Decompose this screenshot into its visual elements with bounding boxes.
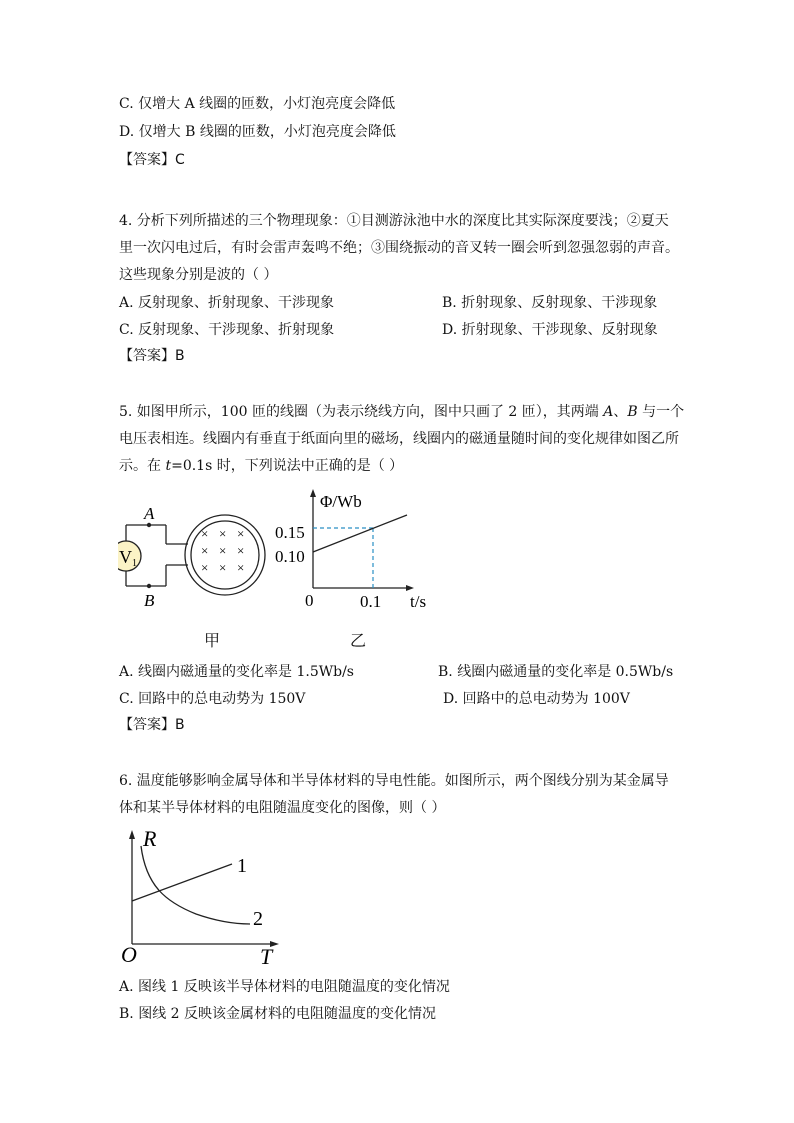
y-axis-label: Φ/Wb bbox=[320, 492, 362, 511]
curve-2-label: 2 bbox=[253, 908, 263, 930]
y-axis-label: R bbox=[143, 826, 157, 851]
q5-option-a: A. 线圈内磁通量的变化率是 1.5Wb/s bbox=[119, 664, 354, 680]
q4-option-c: C. 反射现象、干涉现象、折射现象 bbox=[119, 322, 335, 338]
q3-answer: 【答案】C bbox=[119, 152, 185, 168]
q5-time-symbol: t bbox=[165, 458, 172, 474]
q4-option-d: D. 折射现象、干涉现象、反射现象 bbox=[442, 322, 658, 338]
q6-option-a: A. 图线 1 反映该半导体材料的电阻随温度的变化情况 bbox=[119, 979, 450, 995]
q5-terminal-a-ref: A bbox=[603, 404, 614, 420]
flux-line bbox=[313, 515, 407, 552]
y-tick-010: 0.10 bbox=[275, 547, 305, 566]
q5-stem-line-1-pre: 5. 如图甲所示，100 匝的线圈（为表示绕线方向，图中只画了 2 匝），其两端 bbox=[119, 404, 604, 420]
q5-terminal-b-ref: B bbox=[627, 404, 638, 420]
field-cross: × bbox=[237, 543, 245, 558]
y-tick-015: 0.15 bbox=[275, 523, 305, 542]
q4-stem-line-1: 4. 分析下列所描述的三个物理现象：①目测游泳池中水的深度比其实际深度要浅；②夏天 bbox=[119, 213, 669, 229]
q5-stem-line-1-sep: 、 bbox=[613, 404, 628, 420]
figure-yi-graph bbox=[270, 485, 445, 615]
q6-stem-line-2: 体和某半导体材料的电阻随温度变化的图像，则（ ） bbox=[119, 800, 446, 816]
label-b: B bbox=[144, 591, 155, 610]
q5-option-d: D. 回路中的总电动势为 100V bbox=[443, 691, 630, 707]
q5-stem-line-1 bbox=[119, 402, 684, 422]
field-cross: × bbox=[237, 560, 245, 575]
curve-2-semiconductor bbox=[141, 846, 250, 924]
field-cross: × bbox=[219, 526, 227, 541]
figure-resistance-graph bbox=[118, 824, 288, 969]
x-axis-label: t/s bbox=[410, 592, 427, 611]
q4-stem-line-2: 里一次闪电过后，有时会雷声轰鸣不绝；③围绕振动的音叉转一圈会听到忽强忽弱的声音。 bbox=[119, 240, 679, 256]
figure-yi-caption: 乙 bbox=[350, 631, 367, 650]
origin-label: O bbox=[121, 942, 137, 967]
q5-stem-line-2: 电压表相连。线圈内有垂直于纸面向里的磁场，线圈内的磁通量随时间的变化规律如图乙所 bbox=[119, 431, 679, 447]
field-cross: × bbox=[219, 560, 227, 575]
field-cross: × bbox=[219, 543, 227, 558]
q4-answer: 【答案】B bbox=[119, 348, 185, 364]
q5-stem-line-1-post: 与一个 bbox=[637, 404, 685, 420]
label-a: A bbox=[144, 504, 155, 523]
x-axis-label: T bbox=[260, 944, 273, 969]
voltmeter-subscript: 1 bbox=[132, 558, 137, 569]
q4-option-b: B. 折射现象、反射现象、干涉现象 bbox=[442, 295, 658, 311]
q3-option-d: D. 仅增大 B 线圈的匝数，小灯泡亮度会降低 bbox=[119, 124, 396, 140]
q5-answer: 【答案】B bbox=[119, 717, 185, 733]
field-cross: × bbox=[201, 526, 209, 541]
q5-stem-line-3 bbox=[119, 456, 403, 476]
terminal-b-dot bbox=[147, 584, 151, 588]
origin-label: 0 bbox=[305, 591, 314, 610]
q5-option-b: B. 线圈内磁通量的变化率是 0.5Wb/s bbox=[438, 664, 674, 680]
q5-option-c: C. 回路中的总电动势为 150V bbox=[119, 691, 306, 707]
field-cross: × bbox=[201, 543, 209, 558]
field-cross: × bbox=[201, 560, 209, 575]
voltmeter-label: V bbox=[119, 547, 132, 567]
q4-stem-line-3: 这些现象分别是波的（ ） bbox=[119, 267, 278, 283]
figure-jia-circuit bbox=[118, 500, 278, 615]
q4-option-a: A. 反射现象、折射现象、干涉现象 bbox=[119, 295, 335, 311]
q5-stem-line-3-pre: 示。在 bbox=[119, 458, 166, 474]
q3-option-c: C. 仅增大 A 线圈的匝数，小灯泡亮度会降低 bbox=[119, 96, 396, 112]
q6-stem-line-1: 6. 温度能够影响金属导体和半导体材料的导电性能。如图所示，两个图线分别为某金属导 bbox=[119, 773, 669, 789]
q6-option-b: B. 图线 2 反映该金属材料的电阻随温度的变化情况 bbox=[119, 1006, 436, 1022]
curve-1-label: 1 bbox=[237, 855, 247, 877]
figure-jia-caption: 甲 bbox=[204, 631, 221, 650]
terminal-a-dot bbox=[147, 523, 151, 527]
x-tick-01: 0.1 bbox=[360, 592, 382, 611]
field-cross: × bbox=[237, 526, 245, 541]
q5-stem-line-3-post: =0.1s 时，下列说法中正确的是（ ） bbox=[171, 458, 404, 474]
